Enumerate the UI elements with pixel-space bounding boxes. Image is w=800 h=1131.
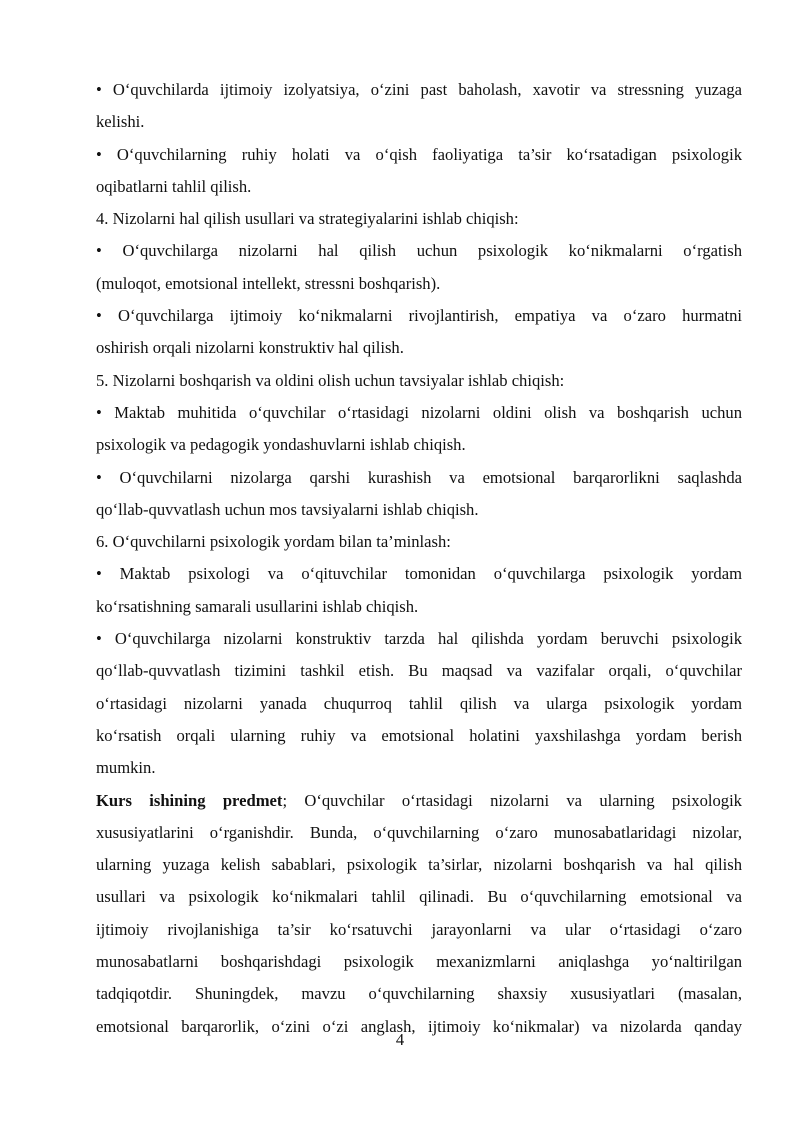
text-line: usullari va psixologik ko‘nikmalari tahlil qilinadi. Bu o‘quvchilarning emotsional va — [96, 887, 742, 907]
text-line: • O‘quvchilarga nizolarni konstruktiv tarzda hal qilishda yordam beruvchi psixologik — [96, 629, 742, 649]
text-line: ko‘rsatish orqali ularning ruhiy va emotsional holatini yaxshilashga yordam berish — [96, 725, 742, 745]
text-line: oqibatlarni tahlil qilish. — [96, 176, 252, 196]
text-line: • O‘quvchilarga ijtimoiy ko‘nikmalarni rivojlantirish, empatiya va o‘zaro hurmatni — [96, 306, 742, 326]
text-line: • Maktab psixologi va o‘qituvchilar tomonidan o‘quvchilarga psixologik yordam — [96, 564, 742, 584]
numbered-heading: 5. Nizolarni boshqarish va oldini olish uchun tavsiyalar ishlab chiqish: — [96, 370, 565, 390]
text-line: ijtimoiy rivojlanishiga ta’sir ko‘rsatuvchi jarayonlarni va ular o‘rtasidagi o‘zaro — [96, 919, 742, 939]
numbered-heading: 6. O‘quvchilarni psixologik yordam bilan ta’minlash: — [96, 532, 451, 552]
text-line: psixologik va pedagogik yondashuvlarni ishlab chiqish. — [96, 435, 466, 455]
text-line: • Maktab muhitida o‘quvchilar o‘rtasidagi nizolarni oldini olish va boshqarish uchun — [96, 402, 742, 422]
numbered-heading: 4. Nizolarni hal qilish usullari va strategiyalarini ishlab chiqish: — [96, 209, 519, 229]
subject-heading: Kurs ishining predmet — [96, 790, 283, 810]
document-page — [96, 74, 742, 1043]
text-line: kelishi. — [96, 112, 145, 132]
page-number: 4 — [395, 1030, 405, 1049]
text-line: munosabatlarni boshqarishdagi psixologik mexanizmlarni aniqlashga yo‘naltirilgan — [96, 952, 742, 972]
text-line: xususiyatlarini o‘rganishdir. Bunda, o‘quvchilarning o‘zaro munosabatlaridagi nizolar, — [96, 822, 742, 842]
text-line: o‘rtasidagi nizolarni yanada chuqurroq tahlil qilish va ularga psixologik yordam — [96, 693, 742, 713]
text-line: • O‘quvchilarda ijtimoiy izolyatsiya, o‘zini past baholash, xavotir va stressning yuzaga — [96, 80, 742, 99]
text-line: ko‘rsatishning samarali usullarini ishlab chiqish. — [96, 596, 419, 616]
text-line: emotsional barqarorlik, o‘zini o‘zi anglash, ijtimoiy ko‘nikmalar) va nizolarda qanday — [96, 1016, 742, 1036]
text-line: ularning yuzaga kelish sabablari, psixologik ta’sirlar, nizolarni boshqarish va hal qilish — [96, 855, 742, 875]
text-line: mumkin. — [96, 758, 156, 778]
text-line: qo‘llab-quvvatlash tizimini tashkil etish. Bu maqsad va vazifalar orqali, o‘quvchilar — [96, 661, 742, 681]
text-line: oshirish orqali nizolarni konstruktiv hal qilish. — [96, 338, 404, 358]
subject-paragraph-first-line — [96, 785, 742, 817]
text-line: • O‘quvchilarga nizolarni hal qilish uchun psixologik ko‘nikmalarni o‘rgatish — [96, 241, 742, 261]
subject-first-line-text: ; O‘quvchilar o‘rtasidagi nizolarni va ularning psixologik — [282, 790, 742, 810]
text-line: • O‘quvchilarning ruhiy holati va o‘qish faoliyatiga ta’sir ko‘rsatadigan psixologik — [96, 144, 742, 164]
text-line: qo‘llab-quvvatlash uchun mos tavsiyalarni ishlab chiqish. — [96, 499, 479, 519]
text-line: • O‘quvchilarni nizolarga qarshi kurashish va emotsional barqarorlikni saqlashda — [96, 467, 742, 487]
text-line: (muloqot, emotsional intellekt, stressni boshqarish). — [96, 273, 441, 293]
text-line: tadqiqotdir. Shuningdek, mavzu o‘quvchilarning shaxsiy xususiyatlari (masalan, — [96, 984, 742, 1004]
